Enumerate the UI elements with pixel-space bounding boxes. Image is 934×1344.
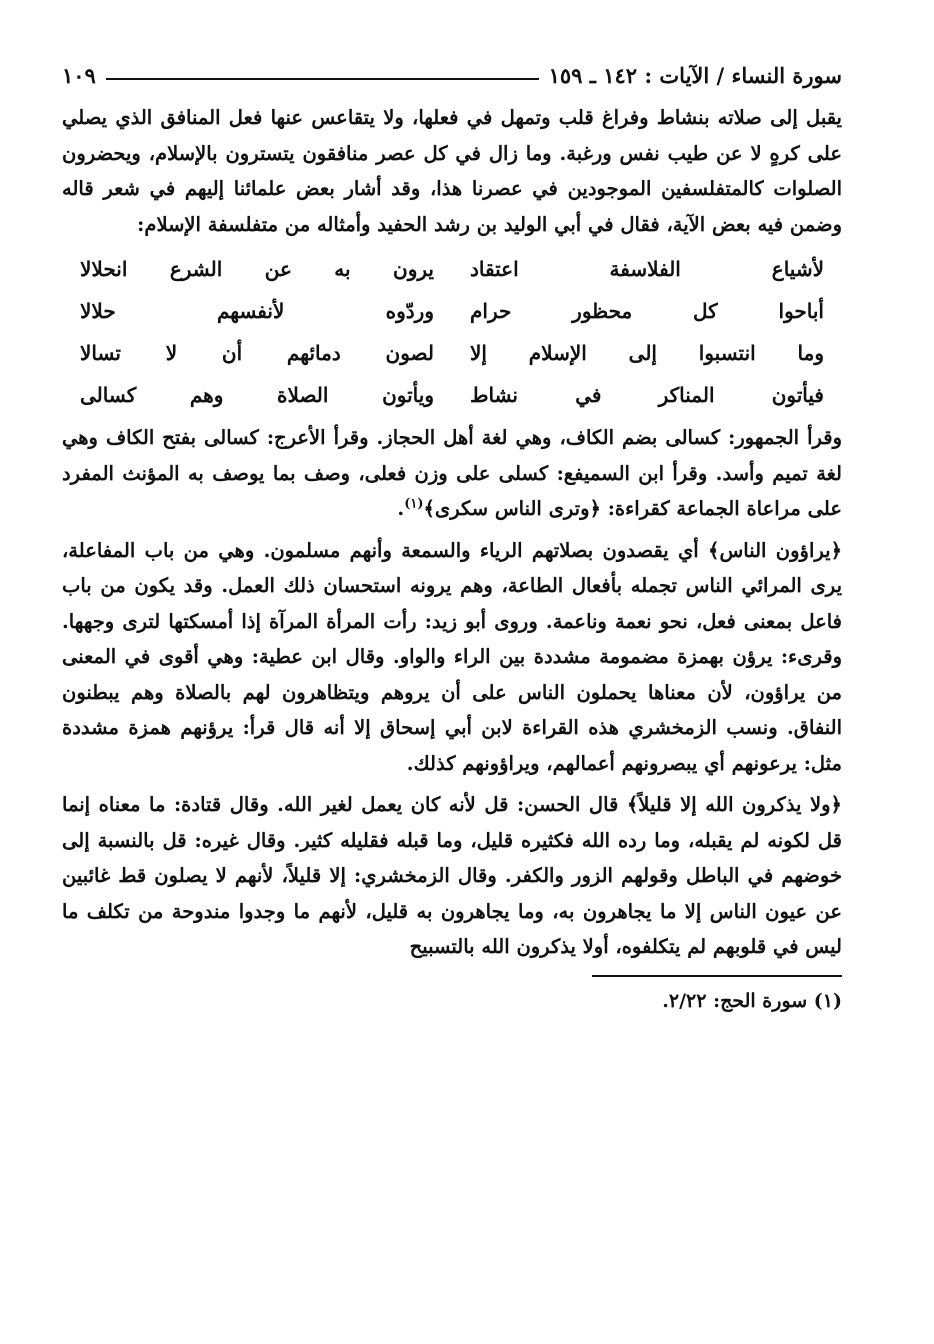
page-title: سورة النساء / الآيات : ١٤٢ ـ ١٥٩ [548,62,842,88]
paragraph-yuraun: ﴿يراؤون الناس﴾ أي يقصدون بصلاتهم الرياء والسمعة وأنهم مسلمون. وهي من باب المفاعلة، يرى المرائي الناس تجمله بأفعال الطاعة، وهم يرونه استحسان ذلك العمل. وقد يكون من باب فاعل بمعنى فعل، نحو نعمة وناعمة. وروى أبو زيد: رأت المرأة المرآة إذا أمسكتها لترى وجهها. وقرىء: يرؤن بهمزة مضمومة مشددة بين الراء والواو. وقال ابن عطية: وهي أقوى في المعنى من يراؤون، لأن معناها يحملون الناس على أن يروهم ويتظاهرون لهم بالصلاة وهم يبطنون النفاق. ونسب الزمخشري هذه القراءة لابن أبي إسحاق إلا أنه قال قرأ: يرؤنهم همزة مشددة مثل: يرعونهم أي يبصرونهم أعمالهم، ويراؤونهم كذلك. [62,538,842,775]
poem-line [62,332,842,374]
footnote-divider [592,975,842,977]
page-number: ١٠٩ [62,62,96,88]
footnote: (١) سورة الحج: ٢/٢٢. [662,989,842,1012]
paragraph-readings-end: . [397,497,405,520]
header-rule [106,78,539,80]
paragraph-yadhkurun: ﴿ولا يذكرون الله إلا قليلاً﴾ قال الحسن: قل لأنه كان يعمل لغير الله. وقال قتادة: ما معناه إنما قل لكونه لم يقبله، وما رده الله فكثيره قليل، وما قبله فقليله كثير. وقال غيره: قل بالنسبة إلى خوضهم في الباطل وقولهم الزور والكفر. وقال الزمخشري: إلا قليلاً، لأنهم لا يصلون قط غائبين عن عيون الناس إلا ما يجاهرون به، وما يجاهرون به قليل، لأنهم ما وجدوا مندوحة من تكلف ما ليس في قلوبهم لم يتكلفوه، أولا يذكرون الله بالتسبيح [62,793,842,958]
poem-hemistich-second: يرون به عن الشرع انحلالا [80,257,434,281]
paragraph-readings-text: وقرأ الجمهور: كسالى بضم الكاف، وهي لغة أهل الحجاز. وقرأ الأعرج: كسالى بفتح الكاف وهي لغة تميم وأسد. وقرأ ابن السميفع: كسلى على وزن فعلى، وصف بما يوصف به المؤنث المفرد على مراعاة الجماعة كقراءة: ﴿وترى الناس سكرى﴾ [62,426,842,520]
page-header [62,58,842,92]
footnote-reference[interactable]: (١) [404,496,424,512]
poem-hemistich-first: لأشياع الفلاسفة اعتقاد [470,257,824,281]
poem-line [62,290,842,332]
page [62,58,842,1017]
poem-line [62,374,842,416]
poem-hemistich-first: فيأتون المناكر في نشاط [470,383,824,407]
poem-hemistich-first: وما انتسبوا إلى الإسلام إلا [470,341,824,365]
poem-line [62,248,842,290]
poem [62,248,842,416]
poem-hemistich-second: وردّوه لأنفسهم حلالا [80,299,434,323]
poem-hemistich-first: أباحوا كل محظور حرام [470,299,824,323]
poem-hemistich-second: لصون دمائهم أن لا تسالا [80,341,434,365]
poem-hemistich-second: ويأتون الصلاة وهم كسالى [80,383,434,407]
paragraph-readings [62,420,842,527]
paragraph-intro: يقبل إلى صلاته بنشاط وفراغ قلب وتمهل في فعلها، ولا يتقاعس عنها فعل المنافق الذي يصلي على كرهٍ لا عن طيب نفس ورغبة. وما زال في كل عصر منافقون يتسترون بالإسلام، ويحضرون الصلوات كالمتفلسفين الموجودين في عصرنا هذا، وقد أشار بعض علمائنا إليهم في شعر قاله وضمن فيه بعض الآية، فقال في أبي الوليد بن رشد الحفيد وأمثاله من متفلسفة الإسلام: [62,106,842,236]
